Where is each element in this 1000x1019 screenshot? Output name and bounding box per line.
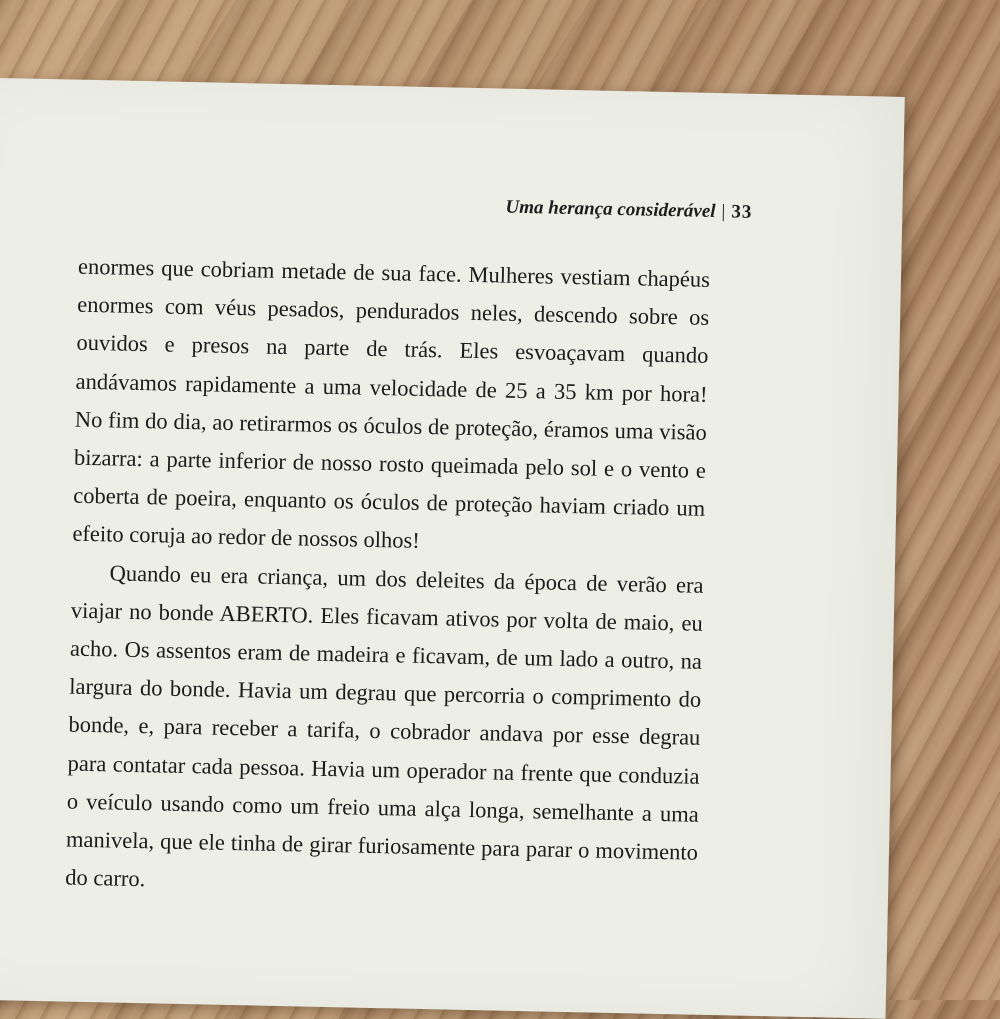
paragraph-bonde: Quando eu era criança, um dos deleites da época de verão era viajar no bonde ABERTO. Eles ficavam ativos por volta de maio, eu acho. Os assentos eram de madeira e ficavam, de um lado a outro, na largura do bonde. Havia um degrau que percorria o comprimento do bonde, e, para receber a tarifa, o cobrador andava por esse degrau para contatar cada pessoa. Havia um operador na frente que conduzia o veículo usando como um freio uma alça longa, semelhante a uma manivela, que ele tinha de girar furiosamente para parar o movimento do carro. — [65, 560, 704, 892]
book-page — [0, 78, 905, 1019]
page-number: 33 — [731, 201, 753, 223]
chapter-title: Uma herança considerável — [505, 196, 716, 223]
running-header — [505, 197, 752, 224]
paragraph-continuation: enormes que cobriam metade de sua face. Mulheres vestiam chapéus enormes com véus pesados, pendurados neles, descendo sobre os ouvidos e presos na parte de trás. Eles esvoaçavam quando andávamos rapidamente a uma velocidade de 25 a 35 km por hora! No fim do dia, ao retirarmos os óculos de proteção, éramos uma visão bizarra: a parte inferior de nosso rosto queimada pelo sol e o vento e coberta de poeira, enquanto os óculos de proteção haviam criado um efeito coruja ao redor de nossos olhos! — [72, 253, 711, 554]
header-separator: | — [721, 201, 726, 223]
body-text — [65, 248, 710, 911]
